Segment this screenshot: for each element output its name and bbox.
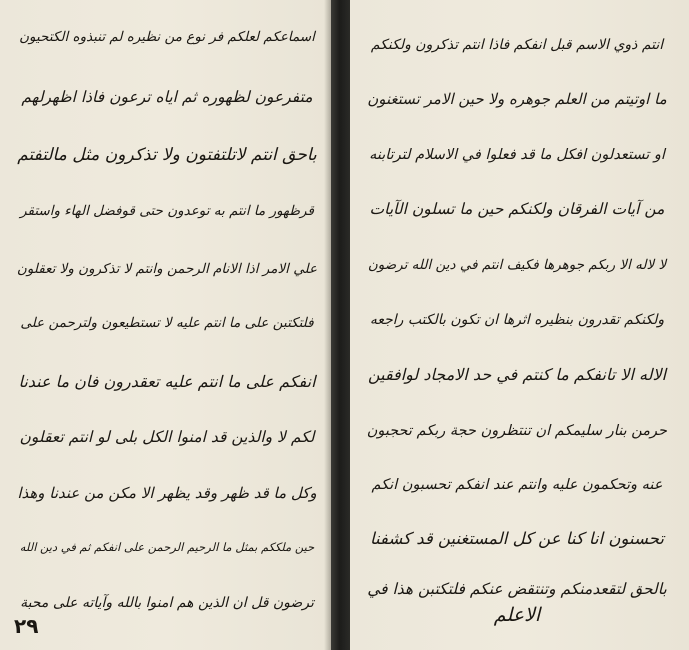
right-line-6: ولكنكم تقدرون بنظيره اثرها ان تكون بالكتب راجعه — [369, 312, 665, 328]
right-line-11: بالحق لتقعدمنكم وتنتقض عنكم فلتكتبن هذا في — [367, 580, 667, 598]
left-line-3: باحق انتم لاتلتفتون ولا تذكرون مثل مالتفتم — [17, 145, 317, 165]
left-line-9: وكل ما قد ظهر وقد يظهر الا مكن من عندنا وهذا — [17, 484, 317, 502]
right-line-8: حرمن بنار سليمكم ان تنتظرون حجة ربكم تحجبون — [366, 423, 667, 439]
right-line-10: تحسنون انا كنا عن كل المستغنين قد كشفنا — [370, 529, 664, 548]
left-line-6: فلتكتبن على ما انتم عليه لا تستطيعون ولترحمن على — [20, 315, 314, 331]
right-line-4: من آيات الفرقان ولكنكم حين ما تسلون الآيات — [369, 200, 665, 218]
book-gutter — [331, 0, 350, 650]
page-number: ٢٩ — [14, 614, 39, 638]
right-line-5: لا لاله الا ربكم جوهرها فكيف انتم في دين الله ترضون — [367, 257, 667, 273]
left-line-5: علي الامر اذا الانام الرحمن وانتم لا تذكرون ولا تعقلون — [16, 261, 317, 277]
right-line-7: الاله الا تانفكم ما كنتم في حد الامجاد لوافقين — [367, 365, 667, 384]
right-page — [350, 0, 689, 650]
left-line-2: متفرعون لظهوره ثم اياه ترعون فاذا اظهرلهم — [21, 88, 313, 106]
right-line-2: ما اوتيتم من العلم جوهره ولا حين الامر تستغنون — [367, 90, 667, 108]
gutter-shadow-left — [324, 0, 331, 650]
right-line-3: او تستعدلون افكل ما قد فعلوا في الاسلام لترتابنه — [369, 147, 665, 163]
left-line-4: قرظهور ما انتم به توعدون حتى قوفضل الهاء واستقر — [20, 203, 314, 219]
left-line-11: ترضون قل ان الذين هم امنوا بالله وآياته على محبة — [20, 595, 314, 611]
right-line-12: الاعلم — [493, 604, 541, 626]
right-line-9: عنه وتحكمون عليه وانتم عند انفكم تحسبون انكم — [371, 477, 663, 493]
left-line-10: حين ملككم بمثل ما الرحيم الرحمن على انفكم ثم في دين الله — [19, 540, 315, 554]
right-line-1: انتم ذوي الاسم قبل انفكم فاذا انتم تذكرون ولكنكم — [370, 37, 664, 53]
left-line-7: انفكم على ما انتم عليه تعقدرون فان ما عندنا — [18, 372, 316, 391]
left-line-8: لكم لا والذين قد امنوا الكل بلى لو انتم تعقلون — [19, 428, 315, 446]
left-page — [0, 0, 331, 650]
left-line-1: اسماعكم لعلكم فر نوع من نظيره لم تنبذوه الكتحيون — [19, 29, 315, 45]
